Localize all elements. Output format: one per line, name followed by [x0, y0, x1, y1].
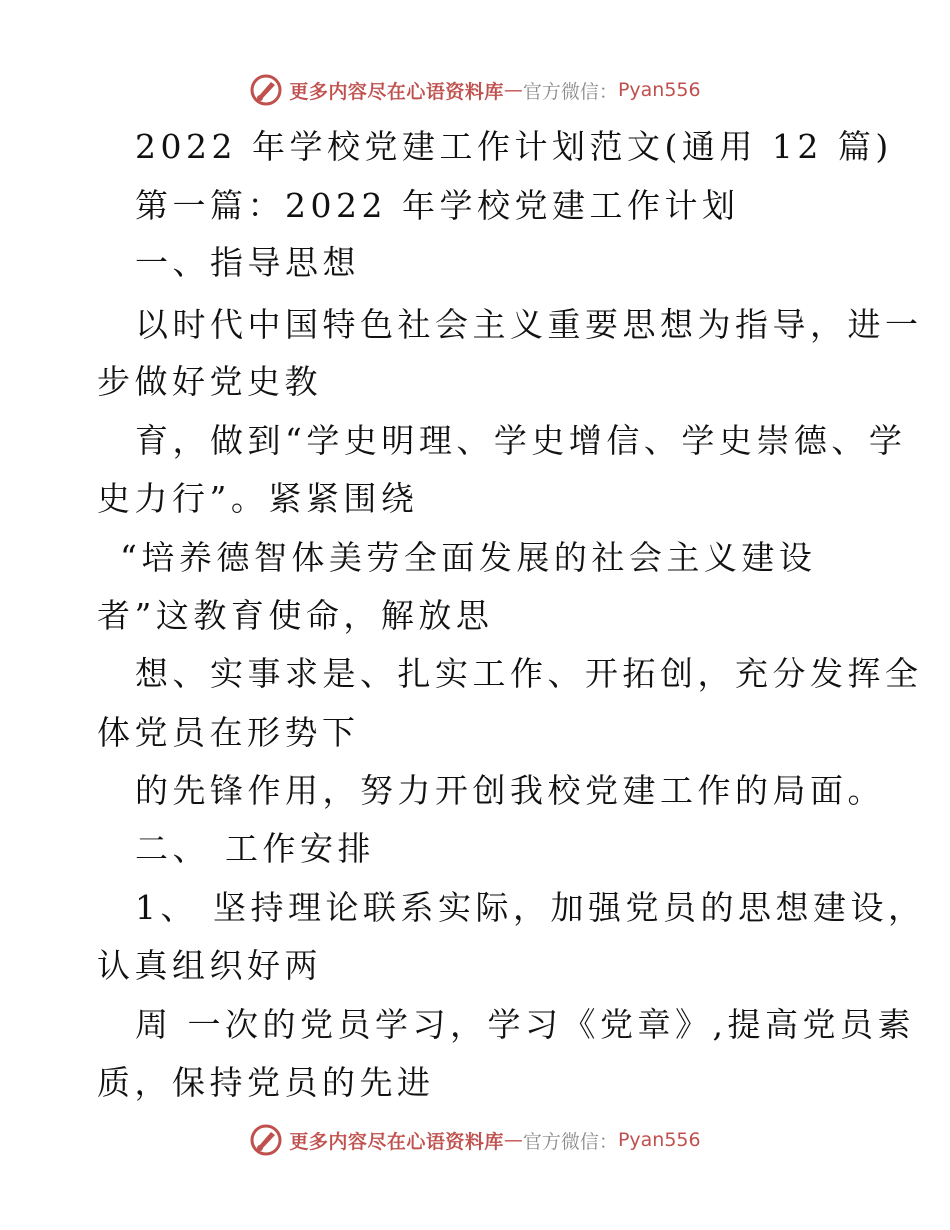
paragraph-line: 以时代中国特色社会主义重要思想为指导，进一 [135, 305, 923, 344]
list-item: 1、 坚持理论联系实际，加强党员的思想建设， [135, 888, 926, 927]
brush-circle-logo-icon [249, 73, 283, 107]
paragraph-line: 周 一次的党员学习，学习《党章》,提高党员素 [135, 1005, 915, 1044]
paragraph-line: 育，做到“学史明理、学史增信、学史崇德、学 [135, 421, 907, 460]
subsection-heading: 二、 工作安排 [135, 829, 375, 868]
paragraph-line: 想、实事求是、扎实工作、开拓创，充分发挥全 [135, 654, 923, 693]
watermark-wechat-id: Pyan556 [617, 1129, 701, 1151]
paragraph-line: 体党员在形势下 [97, 713, 360, 752]
paragraph-line: 质，保持党员的先进 [97, 1063, 435, 1102]
watermark-wechat-id: Pyan556 [617, 79, 701, 101]
paragraph-line: 的先锋作用，努力开创我校党建工作的局面。 [135, 771, 885, 810]
subsection-heading: 一、指导思想 [135, 243, 360, 282]
document-title: 2022 年学校党建工作计划范文(通用 12 篇) [135, 127, 893, 166]
paragraph-line: 认真组织好两 [97, 946, 322, 985]
watermark-dash: — [503, 1129, 523, 1151]
paragraph-line: 史力行”。紧紧围绕 [97, 479, 419, 518]
watermark-dash: — [503, 79, 523, 101]
brush-circle-logo-icon [249, 1123, 283, 1157]
section-heading: 第一篇：2022 年学校党建工作计划 [135, 186, 740, 225]
paragraph-line: 步做好党史教 [97, 362, 322, 401]
watermark-official-label: 官方微信： [522, 80, 618, 103]
header-watermark [0, 70, 950, 110]
footer-watermark [0, 1120, 950, 1160]
watermark-official-label: 官方微信： [522, 1130, 618, 1153]
watermark-brand-text: 更多内容尽在心语资料库 [289, 1130, 504, 1153]
watermark-brand-text: 更多内容尽在心语资料库 [289, 80, 504, 103]
paragraph-line: 者”这教育使命，解放思 [97, 596, 494, 635]
paragraph-line: “培养德智体美劳全面发展的社会主义建设 [120, 538, 817, 577]
